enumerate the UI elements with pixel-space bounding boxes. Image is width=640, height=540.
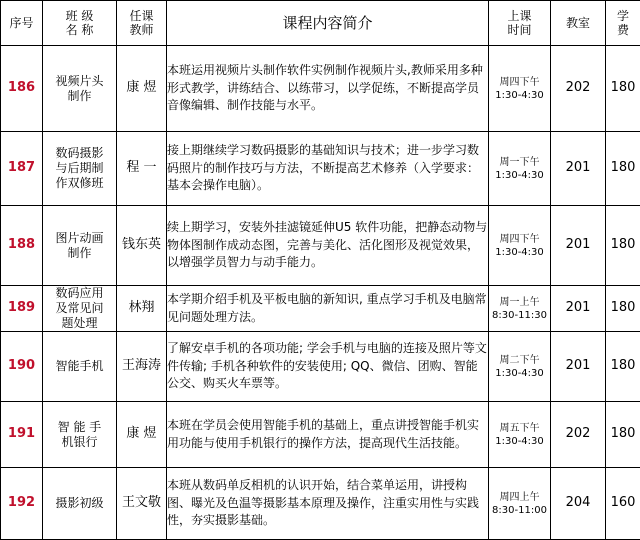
course-description: 本班从数码单反相机的认识开始，结合菜单运用，讲授构图、曝光及色温等摄影基本原理及操作，注重实用性与实践性，夯实摄影基础。 bbox=[167, 468, 489, 540]
header-id: 序号 bbox=[1, 1, 43, 46]
table-row bbox=[1, 286, 640, 332]
header-teacher-text: 任课 教师 bbox=[129, 9, 153, 37]
course-description: 本班运用视频片头制作软件实例制作视频片头,教师采用多种形式教学，讲练结合、以练带习，以学促练，不断提高学员音像编辑、制作技能与水平。 bbox=[167, 46, 489, 132]
tuition-fee: 180 bbox=[606, 132, 640, 206]
table-row bbox=[1, 468, 640, 540]
course-id: 191 bbox=[1, 402, 43, 468]
teacher-name: 王文敬 bbox=[117, 468, 167, 540]
header-teacher bbox=[117, 1, 167, 46]
header-room: 教室 bbox=[551, 1, 606, 46]
class-name: 图片动画 制作 bbox=[43, 206, 117, 286]
header-content: 课程内容简介 bbox=[167, 1, 489, 46]
classroom: 202 bbox=[551, 402, 606, 468]
teacher-name: 林翔 bbox=[117, 286, 167, 332]
class-name: 视频片头 制作 bbox=[43, 46, 117, 132]
course-id: 187 bbox=[1, 132, 43, 206]
class-time: 周五下午 1:30-4:30 bbox=[489, 402, 551, 468]
course-id: 192 bbox=[1, 468, 43, 540]
classroom: 201 bbox=[551, 132, 606, 206]
header-class-name-text: 班 级 名 称 bbox=[66, 9, 94, 37]
class-time: 周二下午 1:30-4:30 bbox=[489, 332, 551, 402]
course-description: 接上期继续学习数码摄影的基础知识与技术；进一步学习数码照片的制作技巧与方法，不断提高艺术修养（入学要求：基本会操作电脑）。 bbox=[167, 132, 489, 206]
tuition-fee: 180 bbox=[606, 332, 640, 402]
table-row bbox=[1, 206, 640, 286]
course-id: 188 bbox=[1, 206, 43, 286]
classroom: 201 bbox=[551, 286, 606, 332]
header-fee bbox=[606, 1, 640, 46]
class-name: 数码摄影 与后期制 作双修班 bbox=[43, 132, 117, 206]
header-fee-text: 学 费 bbox=[617, 9, 629, 37]
teacher-name: 康 煜 bbox=[117, 46, 167, 132]
classroom: 201 bbox=[551, 332, 606, 402]
class-name: 数码应用 及常见问 题处理 bbox=[43, 286, 117, 332]
classroom: 201 bbox=[551, 206, 606, 286]
course-description: 了解安卓手机的各项功能; 学会手机与电脑的连接及照片等文件传输; 手机各种软件的安装使用; QQ、微信、团购、智能公交、购买火车票等。 bbox=[167, 332, 489, 402]
teacher-name: 康 煜 bbox=[117, 402, 167, 468]
header-time bbox=[489, 1, 551, 46]
table-row bbox=[1, 402, 640, 468]
class-name: 智 能 手 机银行 bbox=[43, 402, 117, 468]
teacher-name: 程 一 bbox=[117, 132, 167, 206]
header-time-text: 上课 时间 bbox=[507, 9, 531, 37]
class-time: 周四上午 8:30-11:00 bbox=[489, 468, 551, 540]
header-row bbox=[1, 1, 640, 46]
course-description: 本学期介绍手机及平板电脑的新知识, 重点学习手机及电脑常见问题处理方法。 bbox=[167, 286, 489, 332]
tuition-fee: 180 bbox=[606, 402, 640, 468]
classroom: 202 bbox=[551, 46, 606, 132]
class-time: 周一下午 1:30-4:30 bbox=[489, 132, 551, 206]
class-name: 智能手机 bbox=[43, 332, 117, 402]
course-id: 189 bbox=[1, 286, 43, 332]
course-description: 续上期学习，安装外挂滤镜延伸U5 软件功能，把静态动物与物体图制作成动态图，完善与美化、活化图形及视觉效果，以增强学员智力与动手能力。 bbox=[167, 206, 489, 286]
course-id: 190 bbox=[1, 332, 43, 402]
course-description: 本班在学员会使用智能手机的基础上，重点讲授智能手机实用功能与使用手机银行的操作方法，提高现代生活技能。 bbox=[167, 402, 489, 468]
tuition-fee: 180 bbox=[606, 206, 640, 286]
table-row bbox=[1, 46, 640, 132]
table-row bbox=[1, 332, 640, 402]
class-time: 周一上午 8:30-11:30 bbox=[489, 286, 551, 332]
course-id: 186 bbox=[1, 46, 43, 132]
class-time: 周四下午 1:30-4:30 bbox=[489, 46, 551, 132]
tuition-fee: 180 bbox=[606, 286, 640, 332]
tuition-fee: 160 bbox=[606, 468, 640, 540]
tuition-fee: 180 bbox=[606, 46, 640, 132]
classroom: 204 bbox=[551, 468, 606, 540]
class-time: 周四下午 1:30-4:30 bbox=[489, 206, 551, 286]
class-name: 摄影初级 bbox=[43, 468, 117, 540]
teacher-name: 王海涛 bbox=[117, 332, 167, 402]
header-class-name bbox=[43, 1, 117, 46]
teacher-name: 钱东英 bbox=[117, 206, 167, 286]
course-rows bbox=[1, 46, 640, 540]
table-row bbox=[1, 132, 640, 206]
